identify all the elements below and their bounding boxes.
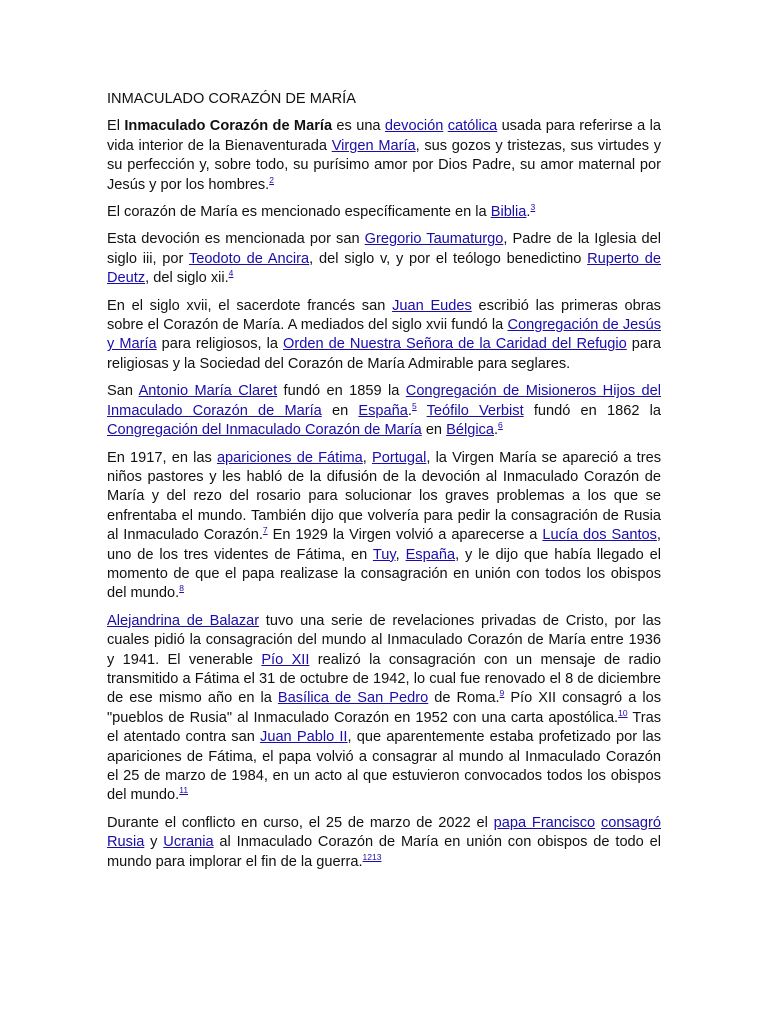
paragraph bbox=[107, 297, 661, 375]
wiki-link[interactable]: papa Francisco bbox=[493, 814, 596, 831]
text-run: de Roma. bbox=[428, 690, 500, 707]
footnote-ref bbox=[179, 583, 184, 593]
text-run: y bbox=[144, 834, 164, 851]
footnote-link[interactable]: 4 bbox=[228, 268, 234, 279]
text-run: usada para referirse a la vida interior de la Bienaventurada bbox=[107, 118, 661, 154]
document-body bbox=[107, 90, 661, 880]
wiki-link[interactable]: Ruperto de Deutz bbox=[107, 250, 661, 287]
wiki-link[interactable]: Juan Eudes bbox=[392, 297, 472, 314]
text-run: fundó en 1859 la bbox=[277, 383, 406, 400]
paragraph bbox=[107, 382, 661, 440]
text-run: El bbox=[107, 118, 125, 135]
text-run: Esta devoción es mencionada por san bbox=[107, 231, 365, 248]
wiki-link[interactable]: Gregorio Taumaturgo bbox=[364, 231, 504, 248]
text-run: Durante el conflicto en curso, el 25 de marzo de 2022 el bbox=[107, 814, 494, 831]
text-run: El corazón de María es mencionado específicamente en la bbox=[107, 204, 491, 221]
footnote-ref bbox=[229, 268, 234, 278]
paragraphs-container bbox=[107, 117, 661, 872]
wiki-link[interactable]: Ucrania bbox=[163, 834, 214, 851]
text-run: , del siglo v, y por el teólogo benedictino bbox=[309, 250, 588, 267]
paragraph bbox=[107, 612, 661, 806]
text-run: , bbox=[395, 546, 406, 563]
text-run: , que aparentemente estaba profetizado por las apariciones de Fátima, el papa volvió a consagrar al mundo al Inmaculado Corazón el 25 de marzo de 1984, en un acto al que estuvieron convocados todos los obispos del mundo. bbox=[107, 729, 661, 804]
text-run: Tras el atentado contra san bbox=[107, 709, 662, 746]
text-run: para religiosos, la bbox=[156, 336, 284, 353]
paragraph bbox=[107, 814, 661, 872]
bold-term: Inmaculado Corazón de María bbox=[124, 118, 333, 135]
text-run: , y le dijo que había llegado el momento de que el papa realizase la consagración en unión con todos los obispos del mundo. bbox=[107, 546, 662, 602]
footnote-ref bbox=[498, 420, 503, 430]
text-run: Pío XII consagró a los "pueblos de Rusia" al Inmaculado Corazón en 1952 con una carta apostólica. bbox=[107, 690, 662, 726]
text-run: realizó la consagración con un mensaje de radio transmitido a Fátima el 31 de octubre de 1942, lo cual fue renovado el 8 de diciembre de ese mismo año en la bbox=[107, 651, 662, 707]
text-run: tuvo una serie de revelaciones privadas de Cristo, por las cuales pidió la consagración del mundo al Inmaculado Corazón de María entre 1936 y 1941. El venerable bbox=[107, 612, 661, 668]
text-run: al Inmaculado Corazón de María en unión con obispos de todo el mundo para implorar el fin de la guerra. bbox=[107, 834, 661, 870]
wiki-link[interactable]: Bélgica bbox=[446, 422, 494, 439]
footnote-link[interactable]: 8 bbox=[179, 583, 184, 594]
wiki-link[interactable]: Tuy bbox=[372, 546, 396, 563]
wiki-link[interactable]: Portugal bbox=[371, 449, 427, 466]
text-run: para religiosas y la Sociedad del Corazón de María Admirable para seglares. bbox=[107, 336, 661, 372]
paragraph bbox=[107, 449, 661, 604]
wiki-link[interactable]: España bbox=[358, 402, 408, 419]
text-run: San bbox=[107, 383, 139, 400]
wiki-link[interactable]: consagró Rusia bbox=[107, 814, 662, 851]
footnote-ref bbox=[269, 175, 274, 185]
footnote-link[interactable]: 7 bbox=[262, 525, 268, 536]
footnote-ref bbox=[530, 202, 535, 212]
text-run: , sus gozos y tristezas, sus virtudes y su perfección y, sobre todo, su purísimo amor por Dios Padre, su amor maternal por Jesús y por los hombres. bbox=[107, 137, 662, 193]
text-run: . bbox=[493, 422, 499, 439]
text-run: En 1929 la Virgen volvió a aparecerse a bbox=[267, 527, 543, 544]
footnote-link[interactable]: 6 bbox=[498, 420, 503, 431]
text-run: . bbox=[407, 402, 412, 419]
wiki-link[interactable]: católica bbox=[447, 118, 498, 135]
footnote-link[interactable]: 11 bbox=[179, 785, 189, 796]
wiki-link[interactable]: Lucía dos Santos bbox=[542, 527, 657, 544]
text-run: , bbox=[362, 449, 372, 466]
text-run: , la Virgen María se apareció a tres niños pastores y les habló de la difusión de la devoción al Inmaculado Corazón de María y del rezo del rosario para solucionar los graves problemas a los que se enfrentaba el mundo. También dijo que volvería para pedir la consagración de Rusia al Inmaculado Corazón. bbox=[107, 449, 661, 544]
paragraph bbox=[107, 117, 661, 195]
wiki-link[interactable]: Congregación del Inmaculado Corazón de María bbox=[107, 422, 422, 439]
footnote-ref bbox=[179, 785, 188, 795]
text-run: es una bbox=[332, 118, 385, 135]
text-run bbox=[417, 403, 427, 419]
text-run: escribió las primeras obras sobre el Corazón de María. A mediados del siglo xvii fundó la bbox=[107, 297, 661, 334]
footnote-link[interactable]: 13 bbox=[372, 851, 382, 862]
footnote-ref bbox=[372, 852, 381, 862]
text-run: fundó en 1862 la bbox=[523, 402, 661, 419]
footnote-link[interactable]: 3 bbox=[530, 202, 536, 213]
text-run: . bbox=[526, 204, 531, 221]
footnote-link[interactable]: 5 bbox=[411, 400, 417, 411]
text-run: En 1917, en las bbox=[107, 449, 217, 466]
wiki-link[interactable]: Teodoto de Ancira bbox=[188, 250, 310, 267]
footnote-link[interactable]: 2 bbox=[269, 174, 274, 185]
wiki-link[interactable]: Antonio María Claret bbox=[138, 383, 278, 400]
text-run: , del siglo xii. bbox=[145, 270, 229, 287]
wiki-link[interactable]: Pío XII bbox=[261, 651, 310, 668]
wiki-link[interactable]: Congregación de Misioneros Hijos del Inmaculado Corazón de María bbox=[107, 383, 662, 419]
footnote-link[interactable]: 12 bbox=[362, 851, 372, 862]
footnote-ref bbox=[363, 852, 372, 862]
footnote-link[interactable]: 10 bbox=[618, 707, 628, 718]
text-run: En el siglo xvii, el sacerdote francés san bbox=[107, 297, 393, 314]
wiki-link[interactable]: Basílica de San Pedro bbox=[277, 690, 429, 707]
document-title: INMACULADO CORAZÓN DE MARÍA bbox=[107, 91, 356, 107]
wiki-link[interactable]: Congregación de Jesús y María bbox=[107, 317, 661, 353]
text-run: , uno de los tres videntes de Fátima, en bbox=[107, 527, 661, 563]
wiki-link[interactable]: Virgen María bbox=[331, 137, 416, 154]
text-run: en bbox=[321, 402, 359, 419]
wiki-link[interactable]: Juan Pablo II bbox=[260, 729, 348, 746]
footnote-ref bbox=[412, 401, 417, 411]
wiki-link[interactable]: apariciones de Fátima bbox=[216, 449, 363, 466]
footnote-ref bbox=[618, 708, 627, 718]
paragraph bbox=[107, 230, 661, 288]
wiki-link[interactable]: Alejandrina de Balazar bbox=[107, 612, 260, 629]
text-run: , Padre de la Iglesia del siglo iii, por bbox=[107, 231, 662, 267]
wiki-link[interactable]: Biblia bbox=[490, 204, 527, 221]
paragraph bbox=[107, 203, 661, 222]
wiki-link[interactable]: España bbox=[405, 546, 456, 563]
wiki-link[interactable]: devoción bbox=[384, 118, 444, 135]
footnote-link[interactable]: 9 bbox=[499, 688, 505, 699]
wiki-link[interactable]: Orden de Nuestra Señora de la Caridad del Refugio bbox=[283, 336, 627, 353]
text-run: en bbox=[421, 422, 447, 439]
wiki-link[interactable]: Teófilo Verbist bbox=[426, 402, 524, 419]
